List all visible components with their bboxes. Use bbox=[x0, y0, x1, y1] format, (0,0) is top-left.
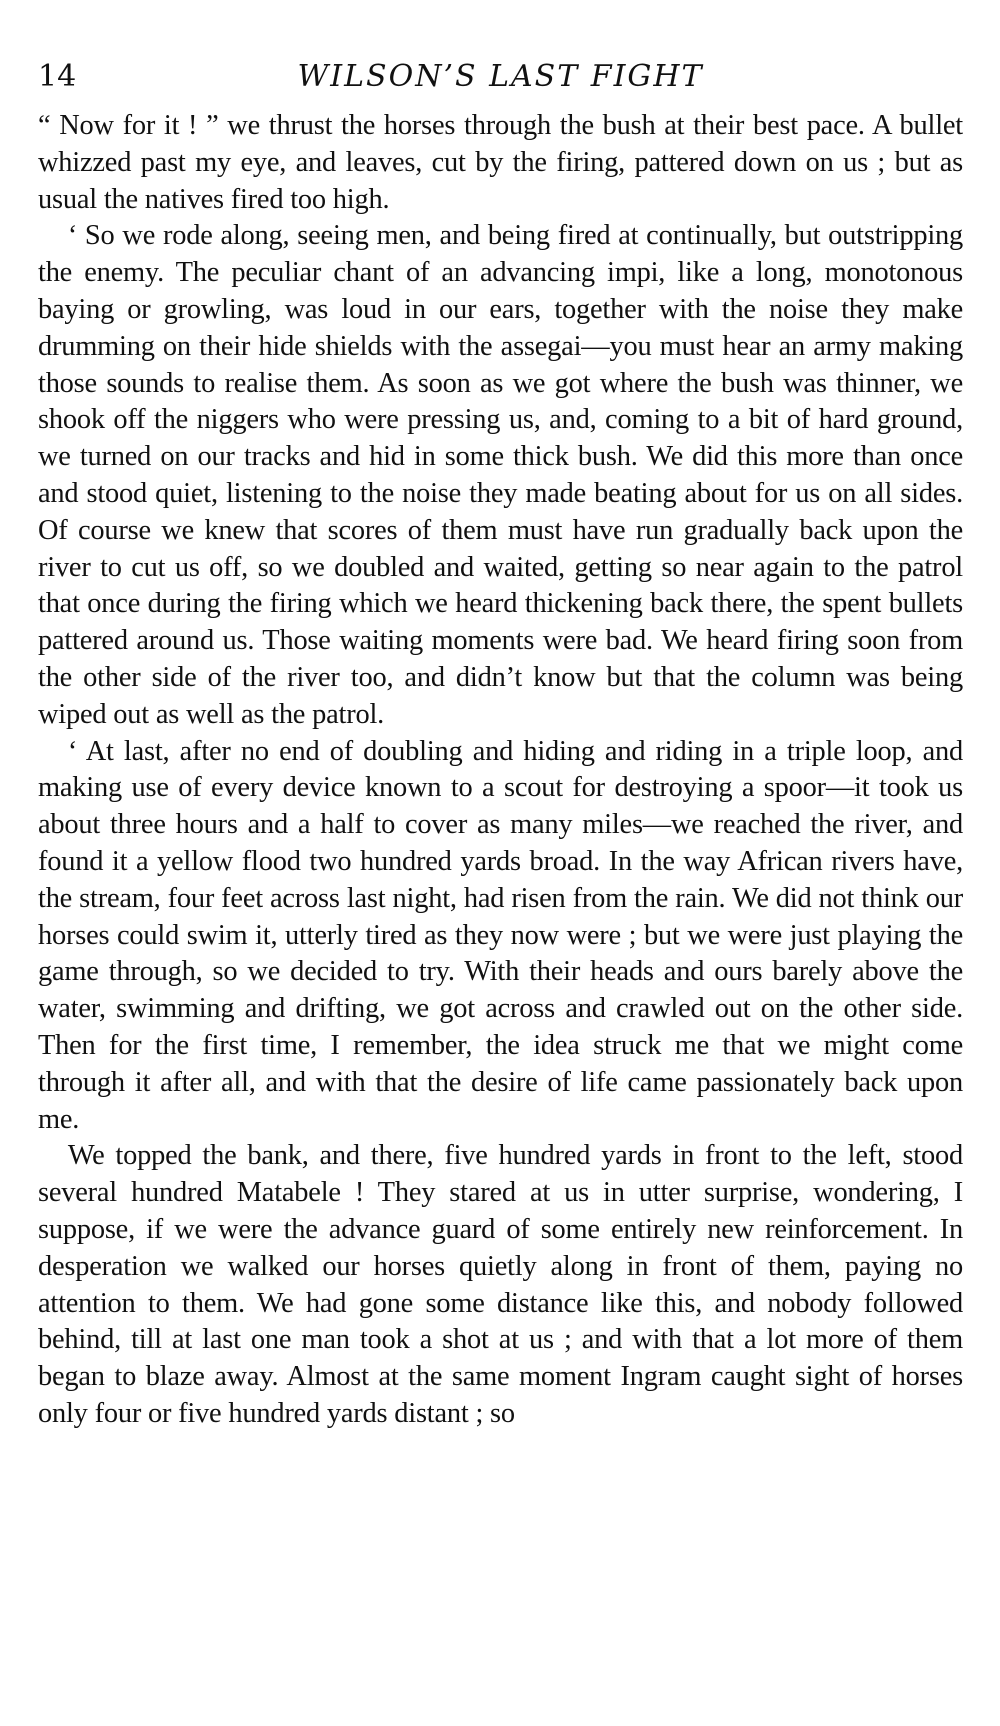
page-header bbox=[38, 59, 963, 108]
body-text bbox=[38, 108, 963, 1433]
page-number: 14 bbox=[38, 59, 77, 94]
running-head: WILSON’S LAST FIGHT bbox=[297, 59, 704, 94]
book-page bbox=[38, 59, 963, 1433]
paragraph: ‘ So we rode along, seeing men, and being fired at continually, but outstripping the enemy. The peculiar chant of an advancing impi, like a long, monotonous baying or growling, was loud in our ears, together with the noise they make drumming on their hide shields with the assegai—you must hear an army making those sounds to realise them. As soon as we got where the bush was thinner, we shook off the niggers who were pressing us, and, coming to a bit of hard ground, we turned on our tracks and hid in some thick bush. We did this more than once and stood quiet, listening to the noise they made beating about for us on all sides. Of course we knew that scores of them must have run gradually back upon the river to cut us off, so we doubled and waited, getting so near again to the patrol that once during the firing which we heard thickening back there, the spent bullets pattered around us. Those waiting moments were bad. We heard firing soon from the other side of the river too, and didn’t know but that the column was being wiped out as well as the patrol. bbox=[38, 220, 963, 730]
paragraph: ‘ At last, after no end of doubling and hiding and riding in a triple loop, and making use of every device known to a scout for destroying a spoor—it took us about three hours and a half to cover as many miles—we reached the river, and found it a yellow flood two hundred yards broad. In the way African rivers have, the stream, four feet across last night, had risen from the rain. We did not think our horses could swim it, utterly tired as they now were ; but we were just playing the game through, so we decided to try. With their heads and ours barely above the water, swimming and drifting, we got across and crawled out on the other side. Then for the first time, I remember, the idea struck me that we might come through it after all, and with that the desire of life came passionately back upon me. bbox=[38, 735, 963, 1135]
paragraph: We topped the bank, and there, five hundred yards in front to the left, stood several hundred Matabele ! They stared at us in utter surprise, wondering, I suppose, if we were the advance guard of some entirely new reinforcement. In desperation we walked our horses quietly along in front of them, paying no attention to them. We had gone some distance like this, and nobody followed behind, till at last one man took a shot at us ; and with that a lot more of them began to blaze away. Almost at the same moment Ingram caught sight of horses only four or five hundred yards distant ; so bbox=[38, 1140, 963, 1429]
paragraph: “ Now for it ! ” we thrust the horses through the bush at their best pace. A bullet whizzed past my eye, and leaves, cut by the firing, pattered down on us ; but as usual the natives fired too high. bbox=[38, 110, 963, 215]
